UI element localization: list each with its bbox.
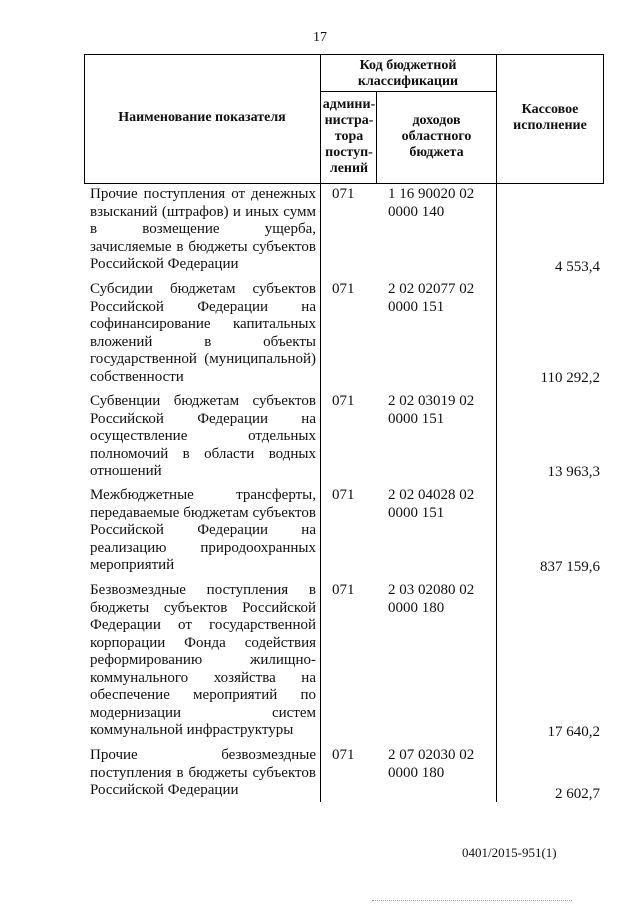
header-top-border bbox=[84, 54, 604, 55]
row-amount: 110 292,2 bbox=[540, 370, 600, 386]
header-income-label: доходов областного бюджета bbox=[401, 113, 472, 160]
row-name: Прочие поступления от денежных взысканий (штрафов) и иных сумм в возмещение ущерба, зачисляемые в бюджеты субъектов Российской Федерации bbox=[90, 186, 316, 272]
body-divider-1 bbox=[320, 184, 321, 802]
header-bottom-border bbox=[84, 183, 604, 184]
row-admin-code: 071 bbox=[332, 186, 355, 202]
page-number: 17 bbox=[313, 30, 327, 45]
header-right-border bbox=[603, 54, 604, 184]
row-income-code: 2 07 02030 02 0000 180 bbox=[388, 747, 475, 781]
header-divider-1 bbox=[320, 54, 321, 184]
header-divider-2 bbox=[376, 91, 377, 184]
row-amount: 2 602,7 bbox=[555, 786, 600, 802]
header-name-label: Наименование показателя bbox=[118, 110, 286, 125]
row-amount: 4 553,4 bbox=[555, 259, 600, 275]
row-name: Субсидии бюджетам субъектов Российской Федерации на софинансирование капитальных вложений в объекты государственной (муниципальной) собственности bbox=[90, 281, 316, 385]
row-admin-code: 071 bbox=[332, 487, 355, 503]
row-admin-code: 071 bbox=[332, 281, 355, 297]
header-left-border bbox=[84, 54, 85, 184]
row-income-code: 2 03 02080 02 0000 180 bbox=[388, 582, 475, 616]
document-code: 0401/2015-951(1) bbox=[462, 845, 557, 860]
row-income-code: 2 02 04028 02 0000 151 bbox=[388, 487, 475, 521]
row-income-code: 2 02 02077 02 0000 151 bbox=[388, 281, 475, 315]
row-income-code: 2 02 03019 02 0000 151 bbox=[388, 393, 475, 427]
row-amount: 837 159,6 bbox=[540, 559, 600, 575]
row-admin-code: 071 bbox=[332, 582, 355, 598]
row-amount: 17 640,2 bbox=[547, 724, 600, 740]
scan-artifact bbox=[372, 900, 572, 904]
row-name: Безвозмездные поступления в бюджеты субъектов Российской Федерации от государственной корпорации Фонда содействия реформированию жилищно-коммунального хозяйства на обеспечение мероприятий по модернизации систем коммунальной инфраструктуры bbox=[90, 582, 316, 738]
body-divider-3 bbox=[496, 184, 497, 802]
row-amount: 13 963,3 bbox=[547, 464, 600, 480]
header-divider-3 bbox=[496, 54, 497, 184]
row-admin-code: 071 bbox=[332, 393, 355, 409]
header-code-group-label: Код бюджетной классификации bbox=[357, 58, 459, 89]
row-name: Субвенции бюджетам субъектов Российской Федерации на осуществление отдельных полномочий в области водных отношений bbox=[90, 393, 316, 479]
header-admin-label: админи- нистра- тора поступ- лений bbox=[322, 97, 376, 176]
header-cash-label: Кассовое исполнение bbox=[513, 102, 587, 133]
row-income-code: 1 16 90020 02 0000 140 bbox=[388, 186, 475, 220]
row-name: Межбюджетные трансферты, передаваемые бюджетам субъектов Российской Федерации на реализацию природоохранных мероприятий bbox=[90, 487, 316, 573]
row-admin-code: 071 bbox=[332, 747, 355, 763]
header-group-divider bbox=[320, 91, 496, 92]
row-name: Прочие безвозмездные поступления в бюджеты субъектов Российской Федерации bbox=[90, 747, 316, 798]
